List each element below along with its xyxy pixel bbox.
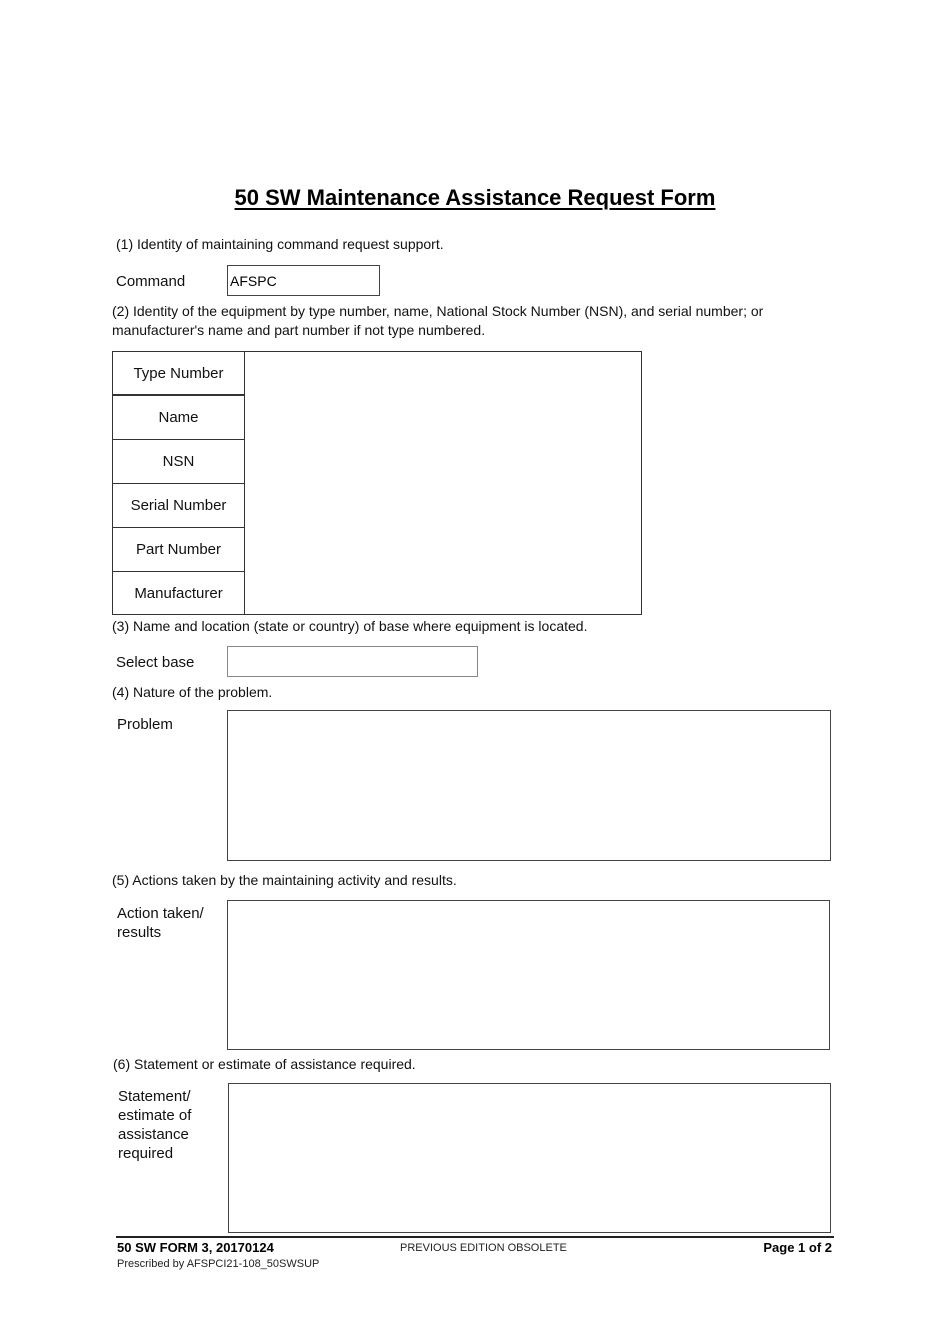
problem-label: Problem xyxy=(117,716,173,733)
section-5-instruction: (5) Actions taken by the maintaining activity and results. xyxy=(112,872,457,888)
action-taken-label-line-2: results xyxy=(117,924,162,941)
problem-field[interactable] xyxy=(227,710,831,861)
select-base-label: Select base xyxy=(116,654,195,671)
command-label: Command xyxy=(116,273,186,290)
footer-divider xyxy=(116,1236,834,1238)
row-label-name: Name xyxy=(113,396,244,440)
command-value: AFSPC xyxy=(230,273,277,289)
statement-label xyxy=(118,1087,191,1163)
row-label-type-number: Type Number xyxy=(113,352,244,396)
form-title: 50 SW Maintenance Assistance Request Form xyxy=(234,185,716,210)
equipment-details-field[interactable] xyxy=(246,352,641,614)
action-taken-label xyxy=(117,904,204,942)
action-taken-value xyxy=(228,901,829,913)
statement-label-line-1: Statement/ xyxy=(118,1088,191,1105)
select-base-field[interactable] xyxy=(227,646,478,677)
row-label-serial-number: Serial Number xyxy=(113,484,244,528)
select-base-value xyxy=(228,647,477,659)
form-id: 50 SW FORM 3, 20170124 xyxy=(117,1240,274,1255)
row-label-manufacturer: Manufacturer xyxy=(134,584,223,602)
edition-note: PREVIOUS EDITION OBSOLETE xyxy=(400,1242,567,1254)
section-2-instruction: (2) Identity of the equipment by type number, name, National Stock Number (NSN), and serial number; or manufacturer's name and part number if not type numbered. xyxy=(112,303,764,338)
section-1-instruction: (1) Identity of maintaining command request support. xyxy=(116,236,444,252)
statement-label-line-2: estimate of xyxy=(118,1107,192,1124)
page-number: Page 1 of 2 xyxy=(763,1240,832,1255)
section-3-instruction: (3) Name and location (state or country) of base where equipment is located. xyxy=(112,618,588,634)
section-6-instruction: (6) Statement or estimate of assistance required. xyxy=(113,1056,416,1072)
action-taken-field[interactable] xyxy=(227,900,830,1050)
statement-value xyxy=(229,1084,830,1096)
command-field[interactable] xyxy=(227,265,380,296)
statement-label-line-4: required xyxy=(118,1145,174,1162)
statement-field[interactable] xyxy=(228,1083,831,1233)
equipment-label-column xyxy=(113,352,245,614)
action-taken-label-line-1: Action taken/ xyxy=(117,905,204,922)
row-label-part-number: Part Number xyxy=(113,528,244,572)
equipment-table xyxy=(112,351,642,615)
statement-label-line-3: assistance xyxy=(118,1126,189,1143)
prescribed-by: Prescribed by AFSPCI21-108_50SWSUP xyxy=(117,1258,320,1270)
problem-value xyxy=(228,711,830,723)
row-label-nsn: NSN xyxy=(113,440,244,484)
section-4-instruction: (4) Nature of the problem. xyxy=(112,684,273,700)
